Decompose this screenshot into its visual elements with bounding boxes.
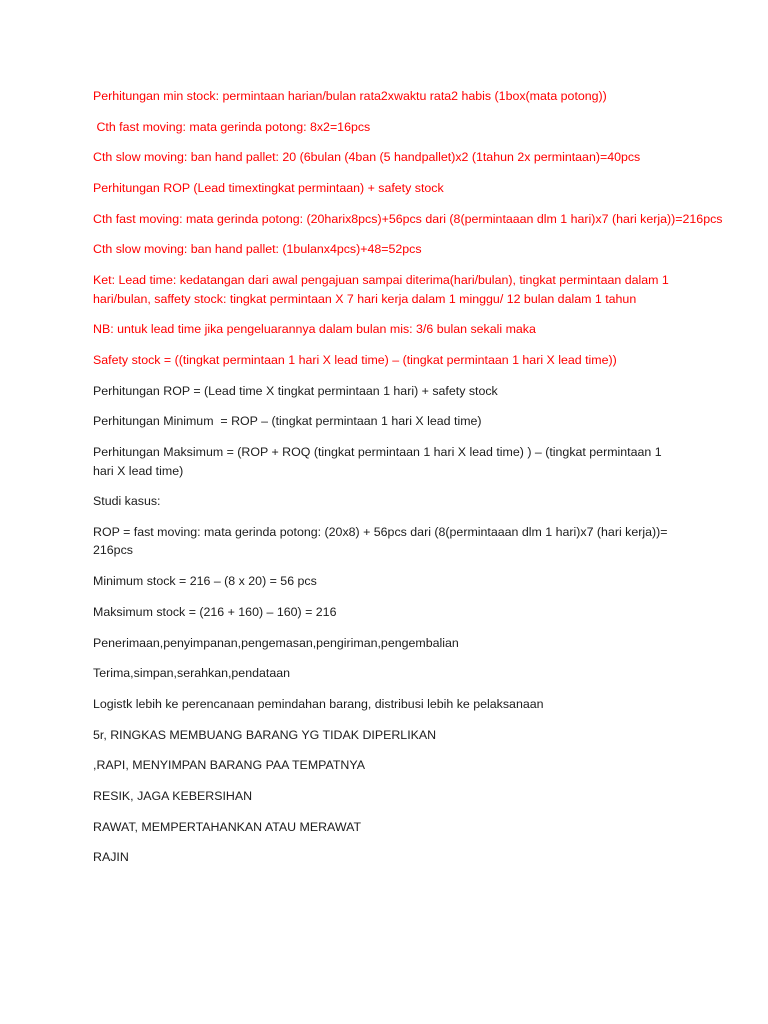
document-body	[93, 87, 761, 879]
paragraph-nb: NB: untuk lead time jika pengeluarannya dalam bulan mis: 3/6 bulan sekali maka	[93, 322, 536, 337]
paragraph-case-maximum: Maksimum stock = (216 + 160) – 160) = 216	[93, 604, 337, 619]
paragraph-slow-moving-min-example: Cth slow moving: ban hand pallet: 20 (6bulan (4ban (5 handpallet)x2 (1tahun 2x permintaan)=40pcs	[93, 150, 641, 165]
paragraph-case-rop: ROP = fast moving: mata gerinda potong: (20x8) + 56pcs dari (8(permintaaan dlm 1 hari)x7 (hari kerja))= 216pcs	[93, 524, 671, 558]
paragraph-warehouse-steps: Penerimaan,penyimpanan,pengemasan,pengiriman,pengembalian	[93, 635, 459, 650]
paragraph-fast-moving-rop-example: Cth fast moving: mata gerinda potong: (20harix8pcs)+56pcs dari (8(permintaaan dlm 1 hari)x7 (hari kerja))=216pcs	[93, 211, 723, 226]
paragraph-warehouse-actions: Terima,simpan,serahkan,pendataan	[93, 666, 290, 681]
paragraph-fast-moving-min-example: Cth fast moving: mata gerinda potong: 8x2=16pcs	[93, 119, 371, 134]
paragraph-min-stock-formula: Perhitungan min stock: permintaan harian/bulan rata2xwaktu rata2 habis (1box(mata potong))	[93, 89, 607, 103]
paragraph-case-minimum: Minimum stock = 216 – (8 x 20) = 56 pcs	[93, 574, 317, 589]
paragraph-5r-rawat: RAWAT, MEMPERTAHANKAN ATAU MERAWAT	[93, 819, 362, 834]
paragraph-5r-ringkas: 5r, RINGKAS MEMBUANG BARANG YG TIDAK DIPERLIKAN	[93, 727, 437, 742]
paragraph-maximum-definition: Perhitungan Maksimum = (ROP + ROQ (tingkat permintaan 1 hari X lead time) ) – (tingkat permintaan 1 hari X lead time)	[93, 445, 666, 478]
paragraph-5r-rajin: RAJIN	[93, 850, 129, 865]
paragraph-safety-stock-formula: Safety stock = ((tingkat permintaan 1 hari X lead time) – (tingkat permintaan 1 hari X lead time))	[93, 353, 617, 367]
paragraph-slow-moving-rop-example: Cth slow moving: ban hand pallet: (1bulanx4pcs)+48=52pcs	[93, 242, 422, 257]
paragraph-rop-definition: Perhitungan ROP = (Lead time X tingkat permintaan 1 hari) + safety stock	[93, 383, 498, 398]
paragraph-logistics-note: Logistk lebih ke perencanaan pemindahan barang, distribusi lebih ke pelaksanaan	[93, 696, 544, 711]
paragraph-case-study-heading: Studi kasus:	[93, 494, 161, 509]
paragraph-rop-formula: Perhitungan ROP (Lead timextingkat permintaan) + safety stock	[93, 181, 444, 196]
paragraph-5r-resik: RESIK, JAGA KEBERSIHAN	[93, 788, 253, 803]
paragraph-5r-rapi: ,RAPI, MENYIMPAN BARANG PAA TEMPATNYA	[93, 758, 365, 773]
paragraph-minimum-definition: Perhitungan Minimum = ROP – (tingkat permintaan 1 hari X lead time)	[93, 414, 482, 429]
paragraph-notes: Ket: Lead time: kedatangan dari awal pengajuan sampai diterima(hari/bulan), tingkat permintaan dalam 1 hari/bulan, saffety stock: tingkat permintaan X 7 hari kerja dalam 1 minggu/ 12 bulan dalam 1 tahun	[93, 273, 673, 306]
